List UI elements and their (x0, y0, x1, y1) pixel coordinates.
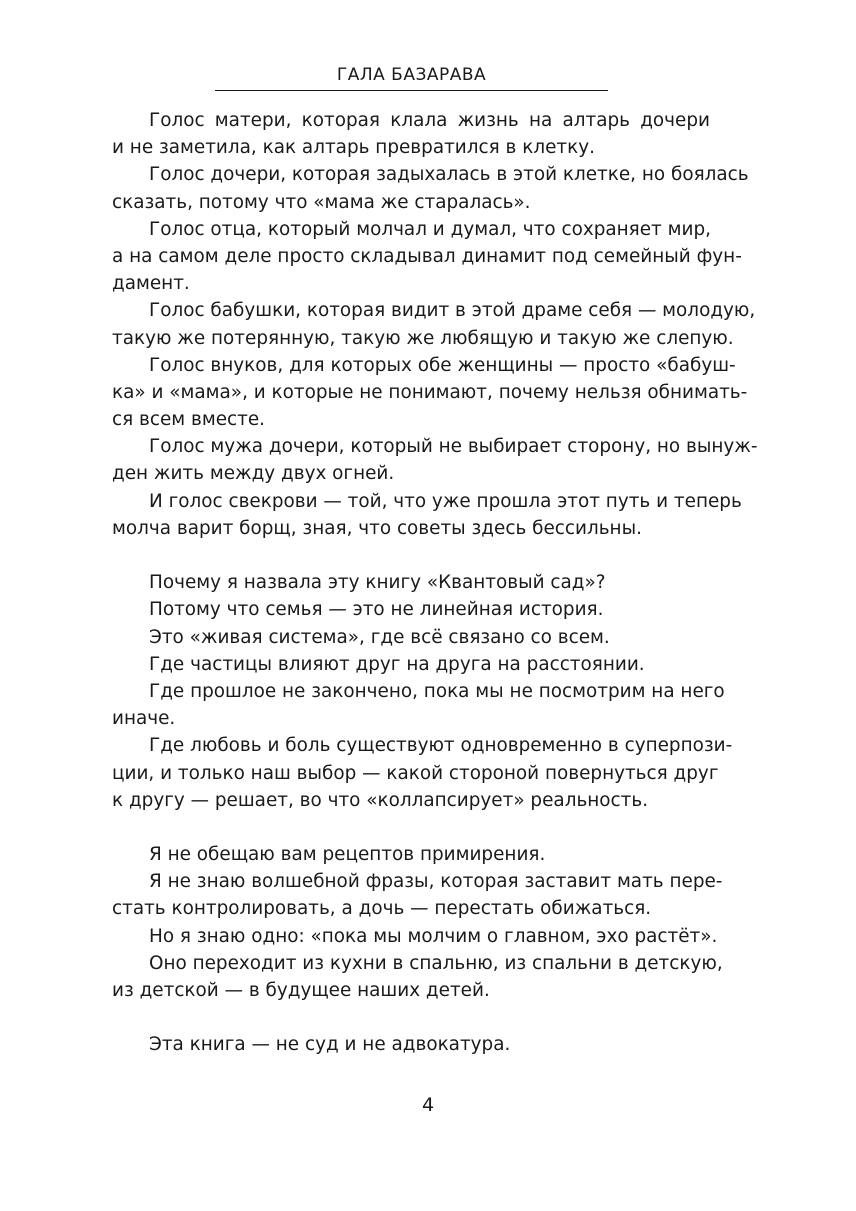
text-line: Голос бабушки, которая видит в этой драме себя — молодую, (149, 300, 756, 322)
text-line: И голос свекрови — той, что уже прошла этот путь и теперь (149, 490, 742, 512)
text-line: Но я знаю одно: «пока мы молчим о главном, эхо растёт». (149, 925, 718, 947)
paragraph (112, 923, 718, 950)
text-line: иначе. (112, 708, 176, 730)
text-line: ден жить между двух огней. (112, 463, 395, 485)
text-line: дамент. (112, 273, 190, 295)
text-line: Я не знаю волшебной фразы, которая заставит мать пере- (149, 871, 723, 893)
text-line: Где частицы влияют друг на друга на расстоянии. (149, 653, 645, 675)
text-line: такую же потерянную, такую же любящую и такую же слепую. (112, 327, 734, 349)
paragraph (112, 841, 710, 868)
paragraph (112, 352, 748, 434)
paragraph (112, 732, 733, 814)
text-line: молча варит борщ, зная, что советы здесь бессильны. (112, 517, 642, 539)
text-line: Это «живая система», где всё связано со всем. (149, 626, 610, 648)
text-line: из детской — в будущее наших детей. (112, 980, 490, 1001)
text-line: Потому что семья — это не линейная история. (149, 599, 604, 621)
paragraph (112, 596, 710, 623)
paragraph (112, 488, 742, 542)
text-line: а на самом деле просто складывал динамит под семейный фун- (112, 245, 742, 267)
paragraph (112, 433, 758, 487)
paragraph (112, 569, 710, 596)
body-text (112, 107, 758, 1059)
paragraph (112, 651, 710, 678)
paragraph (112, 297, 756, 351)
text-line: Голос дочери, которая задыхалась в этой клетке, но боялась (149, 164, 749, 186)
text-line: и не заметила, как алтарь превратился в клетку. (112, 137, 595, 159)
paragraph (112, 950, 723, 1004)
paragraph (112, 1031, 710, 1058)
text-line: Голос мужа дочери, который не выбирает сторону, но вынуж- (149, 436, 758, 458)
text-line: Почему я назвала эту книгу «Квантовый сад»? (149, 572, 606, 594)
paragraph (112, 868, 723, 922)
text-line: Голос матери, которая клала жизнь на алтарь дочери (149, 110, 710, 131)
running-head: ГАЛА БАЗАРАВА (336, 65, 487, 85)
paragraph (112, 678, 725, 732)
text-line: Голос внуков, для которых обе женщины — просто «бабуш- (149, 354, 736, 376)
paragraph (112, 161, 749, 215)
paragraph (112, 624, 710, 651)
text-line: Где любовь и боль существуют одновременно в суперпози- (149, 735, 733, 757)
text-line: к другу — решает, во что «коллапсирует» реальность. (112, 789, 649, 811)
text-line: сказать, потому что «мама же старалась». (112, 191, 531, 213)
text-line: ции, и только наш выбор — какой стороной повернуться друг (112, 762, 719, 784)
section-gap (112, 814, 710, 841)
text-line: Оно переходит из кухни в спальню, из спальни в детскую, (149, 952, 723, 974)
text-line: Эта книга — не суд и не адвокатура. (149, 1034, 511, 1056)
section-gap (112, 1004, 710, 1031)
text-line: ка» и «мама», и которые не понимают, почему нельзя обнимать- (112, 381, 748, 403)
text-line: Я не обещаю вам рецептов примирения. (149, 844, 546, 866)
page-number: 4 (421, 1094, 435, 1116)
section-gap (112, 542, 710, 569)
text-line: Где прошлое не закончено, пока мы не посмотрим на него (149, 680, 725, 702)
text-line: Голос отца, который молчал и думал, что сохраняет мир, (149, 218, 711, 240)
running-head-rule (215, 90, 608, 91)
text-line: стать контролировать, а дочь — перестать обижаться. (112, 898, 652, 920)
paragraph (112, 107, 710, 161)
paragraph (112, 216, 742, 298)
text-line: ся всем вместе. (112, 409, 266, 431)
